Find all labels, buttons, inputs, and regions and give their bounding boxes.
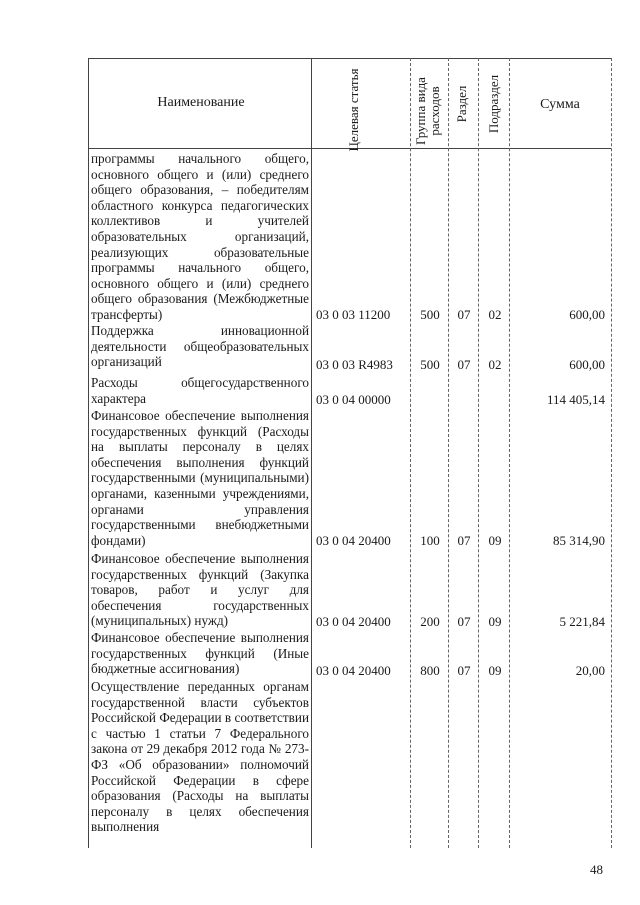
header-sum: Сумма <box>540 97 580 112</box>
row-subsection: 02 <box>488 307 502 322</box>
table-left-border <box>88 58 89 848</box>
row-expense-group: 500 <box>420 357 440 372</box>
header-name: Наименование <box>157 95 245 110</box>
page-number: 48 <box>590 862 603 877</box>
row-name: программы начального общего, основного общего и (или) среднего общего образования, – победителям областного конкурса педагогических коллективов и учителей образовательных организаций, реализующих образовательные программы начального общего, основного общего и (или) среднего общего образования (Межбюджетные трансферты) <box>91 151 309 322</box>
row-section: 07 <box>457 357 471 372</box>
row-expense-group: 500 <box>420 307 440 322</box>
column-divider-subsection <box>509 58 510 848</box>
row-target-code: 03 0 03 11200 <box>316 307 391 322</box>
row-name: Поддержка инновационной деятельности общеобразовательных организаций <box>91 323 309 370</box>
row-subsection: 09 <box>488 663 502 678</box>
column-divider-target <box>410 58 411 848</box>
header-section: Раздел <box>454 85 469 123</box>
row-name: Финансовое обеспечение выполнения государственных функций (Иные бюджетные ассигнования) <box>91 630 309 677</box>
row-expense-group: 200 <box>420 614 440 629</box>
row-section: 07 <box>457 533 471 548</box>
row-target-code: 03 0 04 00000 <box>316 392 391 407</box>
table-top-border <box>88 58 611 59</box>
header-expense-group: Группа вида расходов <box>413 77 442 145</box>
row-name: Финансовое обеспечение выполнения государственных функций (Закупка товаров, работ и услуг для обеспечения государственных (муниципальных) нужд) <box>91 551 309 629</box>
row-name: Расходы общегосударственного характера <box>91 375 309 406</box>
row-expense-group: 800 <box>420 663 440 678</box>
row-target-code: 03 0 04 20400 <box>316 614 391 629</box>
row-expense-group: 100 <box>420 533 440 548</box>
row-sum: 600,00 <box>569 357 605 372</box>
row-name: Финансовое обеспечение выполнения государственных функций (Расходы на выплаты персоналу в целях обеспечения выполнения функций государственными (муниципальными) органами, казенными учреждениями, органами управления государственными внебюджетными фондами) <box>91 408 309 548</box>
column-divider-name <box>311 58 312 848</box>
row-section: 07 <box>457 614 471 629</box>
column-divider-group <box>448 58 449 848</box>
row-target-code: 03 0 03 R4983 <box>316 357 393 372</box>
row-name: Осуществление переданных органам государственной власти субъектов Российской Федерации в соответствии с частью 1 статьи 7 Федерального закона от 29 декабря 2012 года № 273-ФЗ «Об образовании» полномочий Российской Федерации в сфере образования (Расходы на выплаты персоналу в целях обеспечения выполнения <box>91 679 309 835</box>
header-target-article: Целевая статья <box>346 68 361 152</box>
row-sum: 114 405,14 <box>546 392 605 407</box>
row-target-code: 03 0 04 20400 <box>316 663 391 678</box>
column-divider-section <box>478 58 479 848</box>
row-sum: 20,00 <box>575 663 605 678</box>
row-section: 07 <box>457 307 471 322</box>
header-subsection: Подраздел <box>486 74 501 134</box>
row-section: 07 <box>457 663 471 678</box>
row-sum: 600,00 <box>569 307 605 322</box>
row-sum: 85 314,90 <box>553 533 605 548</box>
row-subsection: 09 <box>488 614 502 629</box>
row-subsection: 09 <box>488 533 502 548</box>
row-subsection: 02 <box>488 357 502 372</box>
row-target-code: 03 0 04 20400 <box>316 533 391 548</box>
table-right-border <box>611 58 612 848</box>
row-sum: 5 221,84 <box>559 614 605 629</box>
